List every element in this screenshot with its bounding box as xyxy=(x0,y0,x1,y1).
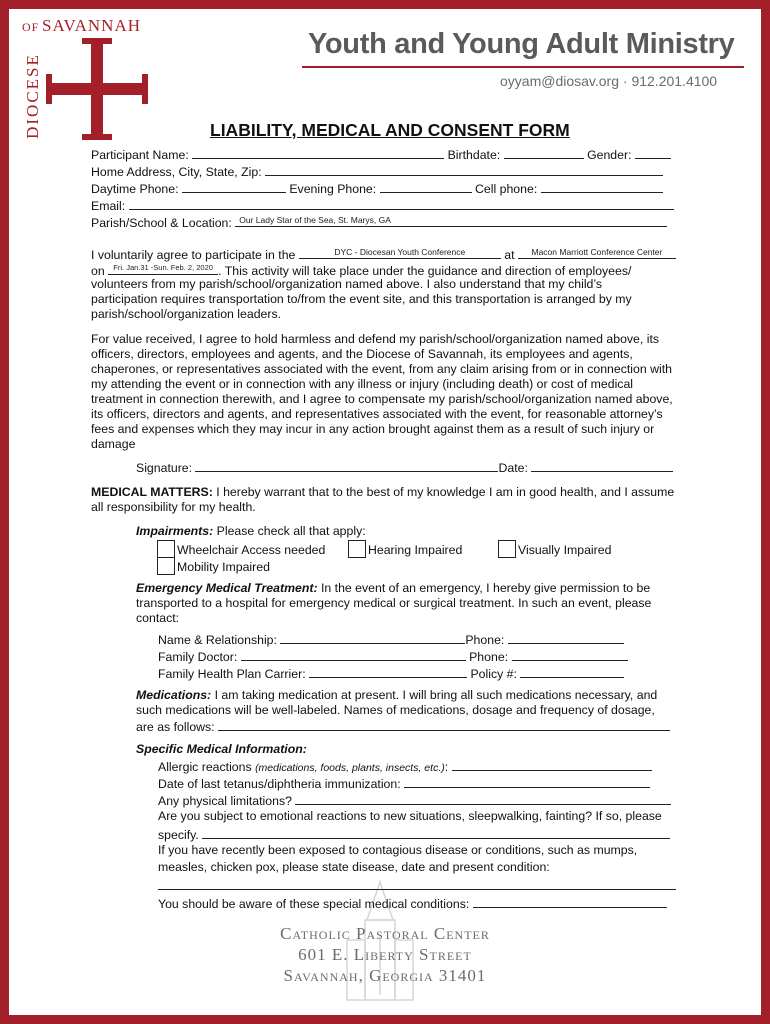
allergic-label: Allergic reactions xyxy=(158,760,252,774)
consent-intro: I voluntarily agree to participate in the xyxy=(91,248,296,262)
participant-row xyxy=(91,146,671,163)
name-relationship-label: Name & Relationship: xyxy=(158,633,277,647)
wheelchair-option[interactable] xyxy=(157,540,325,558)
medications xyxy=(136,688,681,718)
wheelchair-checkbox[interactable] xyxy=(157,540,175,558)
address-row xyxy=(91,163,663,180)
ministry-title: Youth and Young Adult Ministry xyxy=(308,28,735,60)
mobility-option[interactable] xyxy=(157,557,270,575)
policy-field[interactable] xyxy=(520,665,624,678)
home-address-label: Home Address, City, State, Zip: xyxy=(91,165,262,179)
medical-matters-text: I hereby warrant that to the best of my knowledge I am in good health, and I assume all responsibility for my health. xyxy=(91,485,675,514)
medical-matters xyxy=(91,485,681,515)
family-doctor-label: Family Doctor: xyxy=(158,650,238,664)
hearing-option[interactable] xyxy=(348,540,462,558)
tetanus-label: Date of last tetanus/diphtheria immunization: xyxy=(158,777,401,791)
email-label: Email: xyxy=(91,199,126,213)
cell-phone-field[interactable] xyxy=(541,180,663,193)
emergency-treatment xyxy=(136,581,676,626)
signature-field[interactable] xyxy=(195,459,498,472)
policy-label: Policy #: xyxy=(470,667,517,681)
physical-field[interactable] xyxy=(295,792,671,805)
logo-of: OF xyxy=(22,20,40,34)
consent-line-3: volunteers from my parish/school/organization named above. I also understand that my child’s xyxy=(91,277,603,291)
contagious-line-1: If you have recently been exposed to contagious disease or conditions, such as mumps, xyxy=(158,843,638,857)
tetanus-field[interactable] xyxy=(404,775,650,788)
medical-matters-heading: MEDICAL MATTERS: xyxy=(91,485,213,499)
allergic-field[interactable] xyxy=(452,758,652,771)
medications-text: I am taking medication at present. I will bring all such medications necessary, and such medications will be well-labeled. Names of medications, dosage and frequency of dosage, xyxy=(136,688,658,717)
medications-last-row xyxy=(136,718,670,735)
medications-last-label: are as follows: xyxy=(136,720,215,734)
doctor-row xyxy=(158,648,628,665)
cross-icon xyxy=(44,36,150,142)
emotional-row xyxy=(158,826,670,843)
footer-line-2: 601 E. Liberty Street xyxy=(298,945,472,964)
family-doctor-field[interactable] xyxy=(241,648,466,661)
contact-phone-label: Phone: xyxy=(465,633,505,647)
cell-phone-label: Cell phone: xyxy=(475,182,538,196)
email-field[interactable] xyxy=(129,197,674,210)
consent-on: on xyxy=(91,264,105,278)
emergency-text: In the event of an emergency, I hereby give permission to be transported to a hospital for emergency medical or surgical treatment. In such an event, please contact: xyxy=(136,581,652,625)
mobility-checkbox[interactable] xyxy=(157,557,175,575)
hearing-label: Hearing Impaired xyxy=(368,543,463,557)
allergic-row: Allergic reactions (medications, foods, plants, insects, etc.): xyxy=(158,758,652,776)
consent-at: at xyxy=(504,248,515,262)
hearing-checkbox[interactable] xyxy=(348,540,366,558)
logo-savannah: SAVANNAH xyxy=(42,16,142,35)
special-field[interactable] xyxy=(473,895,667,908)
health-plan-field[interactable] xyxy=(309,665,467,678)
visually-label: Visually Impaired xyxy=(518,543,612,557)
participant-name-label: Participant Name: xyxy=(91,148,189,162)
mobility-label: Mobility Impaired xyxy=(177,560,270,574)
visually-option[interactable] xyxy=(498,540,611,558)
signature-row xyxy=(136,459,673,476)
parish-field[interactable] xyxy=(235,214,667,227)
footer-line-1: Catholic Pastoral Center xyxy=(280,924,490,943)
consent-line-5: parish/school/organization leaders. xyxy=(91,307,282,321)
diocese-logo xyxy=(18,14,153,144)
health-plan-row xyxy=(158,665,624,682)
emergency-heading: Emergency Medical Treatment: xyxy=(136,581,318,595)
signature-label: Signature: xyxy=(136,461,193,475)
contagious-line-2: measles, chicken pox, please state disease, date and present condition: xyxy=(158,860,550,874)
consent-line-2-text: . This activity will take place under the guidance and direction of employees/ xyxy=(218,264,632,278)
participant-name-field[interactable] xyxy=(192,146,444,159)
birthdate-field[interactable] xyxy=(504,146,584,159)
form-title: LIABILITY, MEDICAL AND CONSENT FORM xyxy=(210,120,570,140)
header-rule xyxy=(302,66,744,68)
date-range-value: Fri. Jan.31 -Sun. Feb. 2, 2020 xyxy=(113,263,213,272)
name-relationship-field[interactable] xyxy=(280,631,465,644)
evening-phone-label: Evening Phone: xyxy=(289,182,377,196)
emotional-line-1: Are you subject to emotional reactions to new situations, sleepwalking, fainting? If so, please xyxy=(158,809,662,823)
emotional-field[interactable] xyxy=(202,826,670,839)
impairments-text: Please check all that apply: xyxy=(213,524,366,538)
specific-heading: Specific Medical Information: xyxy=(136,742,307,756)
visually-checkbox[interactable] xyxy=(498,540,516,558)
logo-diocese-vertical: DIOCESE xyxy=(23,53,42,139)
parish-row xyxy=(91,214,667,231)
health-plan-label: Family Health Plan Carrier: xyxy=(158,667,306,681)
email-row xyxy=(91,197,674,214)
medications-heading: Medications: xyxy=(136,688,212,702)
daytime-phone-field[interactable] xyxy=(182,180,286,193)
phone-row xyxy=(91,180,663,197)
consent-line-1 xyxy=(91,246,676,263)
date-range-field[interactable] xyxy=(108,262,218,275)
evening-phone-field[interactable] xyxy=(380,180,472,193)
physical-label: Any physical limitations? xyxy=(158,794,292,808)
impairments-heading-row xyxy=(136,524,366,539)
event-value: DYC - Diocesan Youth Conference xyxy=(334,247,466,257)
wheelchair-label: Wheelchair Access needed xyxy=(177,543,326,557)
signature-date-label: Date: xyxy=(498,461,528,475)
allergic-italic: (medications, foods, plants, insects, etc.) xyxy=(255,762,445,774)
gender-label: Gender: xyxy=(587,148,632,162)
emotional-line-2: specify. xyxy=(158,828,199,842)
tetanus-row xyxy=(158,775,650,792)
contact-info: oyyam@diosav.org · 912.201.4100 xyxy=(500,73,718,89)
venue-field[interactable] xyxy=(518,246,676,259)
venue-value: Macon Marriott Conference Center xyxy=(531,247,663,257)
consent-line-4: participation requires transportation to/from the event site, and this transportation is arranged by my xyxy=(91,292,632,306)
gender-field[interactable] xyxy=(635,146,671,159)
parish-label: Parish/School & Location: xyxy=(91,216,232,230)
birthdate-label: Birthdate: xyxy=(447,148,501,162)
doctor-phone-label: Phone: xyxy=(469,650,509,664)
physical-row xyxy=(158,792,671,809)
daytime-phone-label: Daytime Phone: xyxy=(91,182,179,196)
contact-phone-field[interactable] xyxy=(508,631,624,644)
event-field[interactable] xyxy=(299,246,501,259)
hold-harmless-paragraph: For value received, I agree to hold harmless and defend my parish/school/organization named above, its officers, directors, employees and agents, and the Diocese of Savannah, its employees and agents, chaperones, or representatives associated with the event, from any claim arising from or in connection with my attending the event or in connection with any illness or injury (including death) or cost of medical treatment in connection therewith, and I agree to compensate my parish/school/organization named above, its officers, directors and agents, and representatives associated with the event, for reasonable attorney’s fees and expenses which they may incur in any action brought against them as a result of such injury or damage xyxy=(91,332,673,451)
contact-name-row xyxy=(158,631,624,648)
doctor-phone-field[interactable] xyxy=(512,648,628,661)
home-address-field[interactable] xyxy=(265,163,663,176)
parish-value: Our Lady Star of the Sea, St. Marys, GA xyxy=(239,215,391,225)
impairments-heading: Impairments: xyxy=(136,524,214,538)
signature-date-field[interactable] xyxy=(531,459,673,472)
medications-field[interactable] xyxy=(218,718,670,731)
footer-line-3: Savannah, Georgia 31401 xyxy=(283,966,487,985)
special-label: You should be aware of these special medical conditions: xyxy=(158,897,470,911)
